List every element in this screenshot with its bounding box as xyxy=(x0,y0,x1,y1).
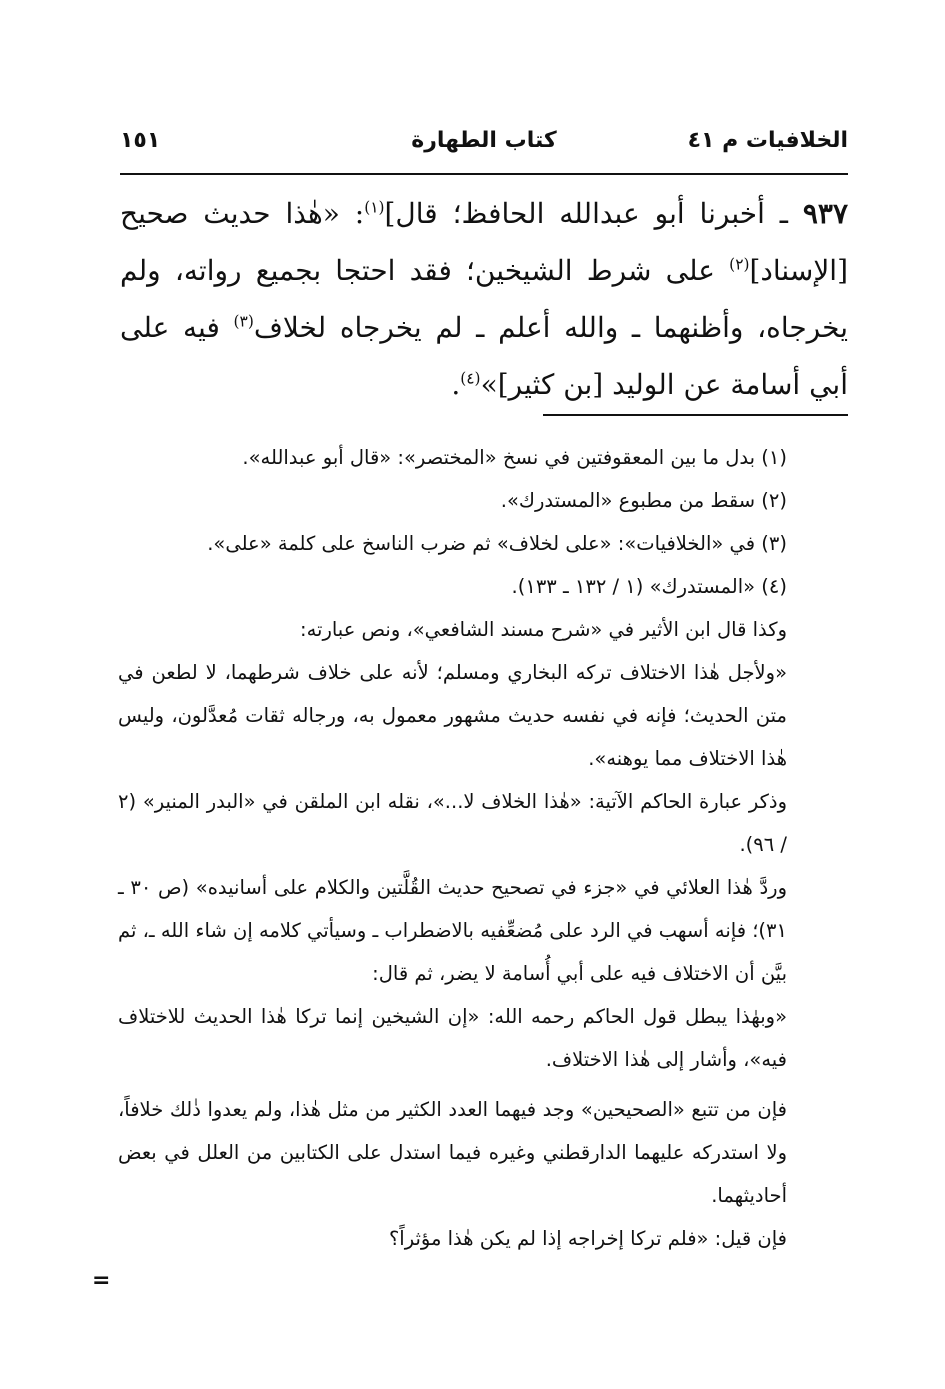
footnotes-section xyxy=(118,436,845,1260)
commentary-paragraph-2: «ولأجل هٰذا الاختلاف تركه البخاري ومسلم؛ لأنه على خلاف شرطهما، لا لطعن في متن الحديث؛ فإنه في نفسه حديث مشهور معمول به، ورجاله ثقات مُعدَّلون، وليس هٰذا الاختلاف مما يوهنه». xyxy=(118,661,787,770)
hadith-part-2: : «هٰذا حديث صحيح [الإسناد] xyxy=(120,197,848,287)
commentary-paragraph-7: فإن قيل: «فلم تركا إخراجه إذا لم يكن هٰذا مؤثراً؟ xyxy=(388,1227,787,1250)
footnote-ref-1: (١) xyxy=(364,198,385,217)
running-header xyxy=(120,128,848,168)
footnote-ref-2: (٢) xyxy=(729,255,750,274)
hadith-number: ٩٣٧ xyxy=(802,197,848,230)
hadith-part-3: على شرط الشيخين؛ فقد احتجا بجميع رواته، ولم يخرجاه، وأظنهما ـ والله أعلم ـ لم يخرجاه لخلاف xyxy=(120,254,848,344)
commentary-paragraph-6: فإن من تتبع «الصحيحين» وجد فيهما العدد الكثير من مثل هٰذا، ولم يعدوا ذٰلك خلافاً، ولا استدركه عليهما الدارقطني وغيره فيما استدل على الكتابين من العلل في بعض أحاديثهما. xyxy=(118,1098,787,1207)
header-rule xyxy=(120,173,848,175)
header-book-title: كتاب الطهارة xyxy=(411,128,557,153)
commentary-paragraph-3: وذكر عبارة الحاكم الآتية: «هٰذا الخلاف لا...»، نقله ابن الملقن في «البدر المنير» (٢ / ٩٦). xyxy=(118,790,787,856)
footnote-2: (٢) سقط من مطبوع «المستدرك». xyxy=(500,489,787,512)
page-number: ١٥١ xyxy=(120,128,161,153)
continuation-mark: = xyxy=(92,1268,111,1293)
hadith-text xyxy=(120,185,848,413)
hadith-part-1: ـ أخبرنا أبو عبدالله الحافظ؛ قال] xyxy=(384,197,803,230)
commentary-paragraph-4: وردَّ هٰذا العلائي في «جزء في تصحيح حديث القُلَّتين والكلام على أسانيده» (ص ٣٠ ـ ٣١)؛ فإنه أسهب في الرد على مُضعِّفيه بالاضطراب ـ وسيأتي كلامه إن شاء الله ـ، ثم بيَّن أن الاختلاف فيه على أبي أُسامة لا يضر، ثم قال: xyxy=(118,876,787,985)
footnote-ref-4: (٤) xyxy=(460,369,481,388)
hadith-part-5: . xyxy=(451,368,461,401)
commentary-paragraph-1: وكذا قال ابن الأثير في «شرح مسند الشافعي»، ونص عبارته: xyxy=(300,618,787,641)
footnote-4: (٤) «المستدرك» (١ / ١٣٢ ـ ١٣٣). xyxy=(511,575,787,598)
header-volume-label: الخلافيات م ٤١ xyxy=(687,128,848,153)
hadith-part-4: فيه على أبي أسامة عن الوليد [بن كثير]» xyxy=(120,311,848,401)
commentary-paragraph-5: «وبهٰذا يبطل قول الحاكم رحمه الله: «إن الشيخين إنما تركا هٰذا الحديث للاختلاف فيه»، وأشار إلى هٰذا الاختلاف. xyxy=(118,1005,787,1071)
footnote-ref-3: (٣) xyxy=(233,312,254,331)
footnote-separator xyxy=(543,414,848,416)
footnote-3: (٣) في «الخلافيات»: «على لخلاف» ثم ضرب الناسخ على كلمة «على». xyxy=(207,532,787,555)
footnote-1: (١) بدل ما بين المعقوفتين في نسخ «المختصر»: «قال أبو عبدالله». xyxy=(242,446,787,469)
